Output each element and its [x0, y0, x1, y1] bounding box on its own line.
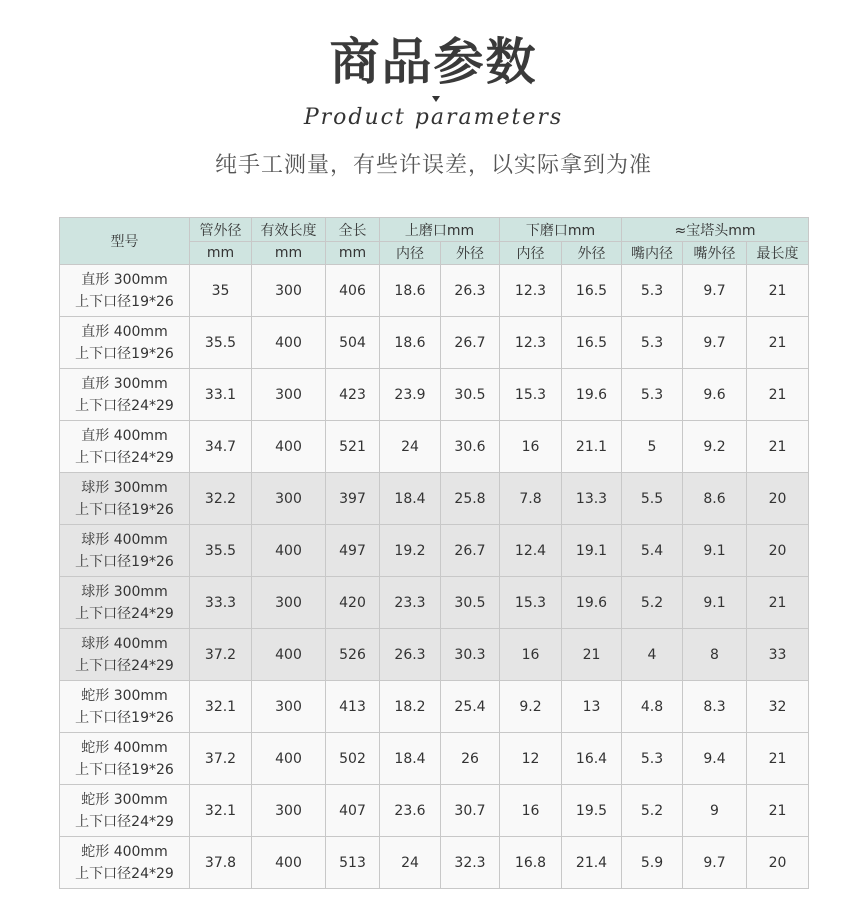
model-port-size: 上下口径19*26: [75, 553, 174, 570]
mouth-inner-cell: 5.3: [622, 369, 683, 421]
total-length-cell: 521: [326, 421, 380, 473]
header-tower-head: ≈宝塔头mm: [622, 218, 809, 242]
upper-outer-cell: 26.3: [441, 265, 500, 317]
table-row: [60, 837, 809, 889]
total-length-cell: 497: [326, 525, 380, 577]
model-cell: [60, 733, 190, 785]
lower-outer-cell: 19.1: [562, 525, 622, 577]
model-port-size: 上下口径24*29: [75, 397, 174, 414]
outer-diameter-cell: 37.2: [190, 733, 252, 785]
upper-outer-cell: 26.7: [441, 317, 500, 369]
model-name: 球形 300mm: [81, 583, 168, 600]
upper-inner-cell: 18.4: [380, 733, 441, 785]
model-cell: [60, 785, 190, 837]
lower-inner-cell: 16: [500, 421, 562, 473]
mouth-outer-cell: 8: [683, 629, 747, 681]
mouth-inner-cell: 5.2: [622, 577, 683, 629]
mouth-outer-cell: 9.7: [683, 265, 747, 317]
total-length-cell: 526: [326, 629, 380, 681]
model-port-size: 上下口径19*26: [75, 709, 174, 726]
model-cell: [60, 473, 190, 525]
upper-inner-cell: 19.2: [380, 525, 441, 577]
lower-outer-cell: 19.6: [562, 369, 622, 421]
mouth-outer-cell: 9: [683, 785, 747, 837]
lower-outer-cell: 21.4: [562, 837, 622, 889]
page-subtitle: Product parameters: [303, 105, 564, 130]
model-cell: [60, 369, 190, 421]
lower-inner-cell: 16: [500, 629, 562, 681]
lower-outer-cell: 16.5: [562, 265, 622, 317]
header-model: 型号: [60, 218, 190, 265]
lower-outer-cell: 16.5: [562, 317, 622, 369]
model-port-size: 上下口径24*29: [75, 605, 174, 622]
upper-outer-cell: 30.3: [441, 629, 500, 681]
header-mouth-outer: 嘴外径: [683, 242, 747, 265]
model-port-size: 上下口径19*26: [75, 501, 174, 518]
table-row: [60, 369, 809, 421]
lower-inner-cell: 12: [500, 733, 562, 785]
header-lower-port: 下磨口mm: [500, 218, 622, 242]
lower-inner-cell: 7.8: [500, 473, 562, 525]
effective-length-cell: 300: [252, 785, 326, 837]
outer-diameter-cell: 33.1: [190, 369, 252, 421]
table-body: [60, 265, 809, 889]
table-row: [60, 265, 809, 317]
outer-diameter-cell: 35.5: [190, 317, 252, 369]
model-name: 球形 400mm: [81, 531, 168, 548]
upper-outer-cell: 26: [441, 733, 500, 785]
max-length-cell: 21: [747, 421, 809, 473]
total-length-cell: 413: [326, 681, 380, 733]
upper-outer-cell: 26.7: [441, 525, 500, 577]
lower-outer-cell: 19.5: [562, 785, 622, 837]
mouth-inner-cell: 5.5: [622, 473, 683, 525]
mouth-outer-cell: 8.6: [683, 473, 747, 525]
lower-outer-cell: 13: [562, 681, 622, 733]
upper-outer-cell: 30.5: [441, 577, 500, 629]
mouth-inner-cell: 5.3: [622, 265, 683, 317]
model-name: 蛇形 300mm: [81, 687, 168, 704]
effective-length-cell: 400: [252, 317, 326, 369]
mouth-outer-cell: 9.7: [683, 837, 747, 889]
model-cell: [60, 681, 190, 733]
model-port-size: 上下口径19*26: [75, 293, 174, 310]
outer-diameter-cell: 32.1: [190, 681, 252, 733]
header-outer-diameter-unit: mm: [190, 242, 252, 265]
header-max-length: 最长度: [747, 242, 809, 265]
upper-outer-cell: 30.5: [441, 369, 500, 421]
table-row: [60, 473, 809, 525]
model-name: 直形 400mm: [81, 427, 168, 444]
lower-inner-cell: 12.3: [500, 317, 562, 369]
lower-inner-cell: 16: [500, 785, 562, 837]
table-row: [60, 629, 809, 681]
upper-inner-cell: 23.9: [380, 369, 441, 421]
header-effective-length: 有效长度: [252, 218, 326, 242]
mouth-inner-cell: 4.8: [622, 681, 683, 733]
upper-inner-cell: 24: [380, 837, 441, 889]
upper-outer-cell: 30.7: [441, 785, 500, 837]
upper-inner-cell: 23.3: [380, 577, 441, 629]
lower-outer-cell: 19.6: [562, 577, 622, 629]
header-upper-inner: 内径: [380, 242, 441, 265]
total-length-cell: 502: [326, 733, 380, 785]
lower-inner-cell: 12.3: [500, 265, 562, 317]
lower-inner-cell: 16.8: [500, 837, 562, 889]
model-cell: [60, 421, 190, 473]
lower-inner-cell: 9.2: [500, 681, 562, 733]
table-row: [60, 525, 809, 577]
model-name: 直形 300mm: [81, 271, 168, 288]
model-name: 蛇形 400mm: [81, 843, 168, 860]
max-length-cell: 21: [747, 577, 809, 629]
lower-outer-cell: 13.3: [562, 473, 622, 525]
mouth-outer-cell: 9.2: [683, 421, 747, 473]
header-total-length-unit: mm: [326, 242, 380, 265]
max-length-cell: 21: [747, 733, 809, 785]
upper-inner-cell: 18.4: [380, 473, 441, 525]
mouth-inner-cell: 5.3: [622, 733, 683, 785]
lower-outer-cell: 21: [562, 629, 622, 681]
outer-diameter-cell: 35: [190, 265, 252, 317]
header-outer-diameter: 管外径: [190, 218, 252, 242]
upper-inner-cell: 18.6: [380, 265, 441, 317]
model-port-size: 上下口径24*29: [75, 813, 174, 830]
max-length-cell: 20: [747, 473, 809, 525]
model-name: 直形 300mm: [81, 375, 168, 392]
lower-inner-cell: 12.4: [500, 525, 562, 577]
total-length-cell: 423: [326, 369, 380, 421]
page-title: 商品参数: [329, 33, 538, 91]
effective-length-cell: 300: [252, 681, 326, 733]
max-length-cell: 20: [747, 525, 809, 577]
upper-outer-cell: 25.4: [441, 681, 500, 733]
max-length-cell: 21: [747, 785, 809, 837]
header-upper-outer: 外径: [441, 242, 500, 265]
table-row: [60, 577, 809, 629]
mouth-inner-cell: 5.2: [622, 785, 683, 837]
model-cell: [60, 577, 190, 629]
table-row: [60, 733, 809, 785]
header-row-top: [60, 218, 809, 242]
upper-inner-cell: 18.2: [380, 681, 441, 733]
outer-diameter-cell: 35.5: [190, 525, 252, 577]
upper-inner-cell: 24: [380, 421, 441, 473]
lower-inner-cell: 15.3: [500, 577, 562, 629]
model-name: 直形 400mm: [81, 323, 168, 340]
lower-outer-cell: 21.1: [562, 421, 622, 473]
upper-inner-cell: 26.3: [380, 629, 441, 681]
table-row: [60, 785, 809, 837]
upper-inner-cell: 23.6: [380, 785, 441, 837]
upper-inner-cell: 18.6: [380, 317, 441, 369]
header-total-length: 全长: [326, 218, 380, 242]
table-row: [60, 421, 809, 473]
lower-inner-cell: 15.3: [500, 369, 562, 421]
lower-outer-cell: 16.4: [562, 733, 622, 785]
header-effective-length-unit: mm: [252, 242, 326, 265]
mouth-inner-cell: 5.4: [622, 525, 683, 577]
header-lower-outer: 外径: [562, 242, 622, 265]
header-lower-inner: 内径: [500, 242, 562, 265]
effective-length-cell: 300: [252, 265, 326, 317]
outer-diameter-cell: 32.1: [190, 785, 252, 837]
title-marker: [432, 96, 440, 102]
effective-length-cell: 400: [252, 733, 326, 785]
table-row: [60, 317, 809, 369]
mouth-outer-cell: 9.7: [683, 317, 747, 369]
outer-diameter-cell: 37.8: [190, 837, 252, 889]
model-cell: [60, 265, 190, 317]
upper-outer-cell: 25.8: [441, 473, 500, 525]
model-name: 球形 300mm: [81, 479, 168, 496]
effective-length-cell: 400: [252, 629, 326, 681]
outer-diameter-cell: 37.2: [190, 629, 252, 681]
max-length-cell: 33: [747, 629, 809, 681]
mouth-outer-cell: 9.4: [683, 733, 747, 785]
max-length-cell: 21: [747, 369, 809, 421]
header-mouth-inner: 嘴内径: [622, 242, 683, 265]
model-name: 蛇形 300mm: [81, 791, 168, 808]
max-length-cell: 21: [747, 317, 809, 369]
total-length-cell: 504: [326, 317, 380, 369]
mouth-inner-cell: 5: [622, 421, 683, 473]
model-port-size: 上下口径19*26: [75, 761, 174, 778]
model-cell: [60, 317, 190, 369]
model-cell: [60, 837, 190, 889]
outer-diameter-cell: 33.3: [190, 577, 252, 629]
model-name: 球形 400mm: [81, 635, 168, 652]
max-length-cell: 32: [747, 681, 809, 733]
model-port-size: 上下口径24*29: [75, 865, 174, 882]
upper-outer-cell: 32.3: [441, 837, 500, 889]
max-length-cell: 20: [747, 837, 809, 889]
parameters-table: [59, 217, 809, 889]
mouth-inner-cell: 5.9: [622, 837, 683, 889]
effective-length-cell: 400: [252, 837, 326, 889]
header-upper-port: 上磨口mm: [380, 218, 500, 242]
effective-length-cell: 400: [252, 421, 326, 473]
upper-outer-cell: 30.6: [441, 421, 500, 473]
total-length-cell: 397: [326, 473, 380, 525]
max-length-cell: 21: [747, 265, 809, 317]
mouth-outer-cell: 9.1: [683, 577, 747, 629]
mouth-outer-cell: 9.1: [683, 525, 747, 577]
mouth-inner-cell: 4: [622, 629, 683, 681]
model-cell: [60, 629, 190, 681]
measurement-note: 纯手工测量，有些许误差，以实际拿到为准: [214, 153, 652, 178]
effective-length-cell: 300: [252, 473, 326, 525]
model-port-size: 上下口径19*26: [75, 345, 174, 362]
effective-length-cell: 300: [252, 577, 326, 629]
total-length-cell: 513: [326, 837, 380, 889]
model-cell: [60, 525, 190, 577]
table-row: [60, 681, 809, 733]
effective-length-cell: 400: [252, 525, 326, 577]
outer-diameter-cell: 32.2: [190, 473, 252, 525]
total-length-cell: 420: [326, 577, 380, 629]
mouth-outer-cell: 9.6: [683, 369, 747, 421]
effective-length-cell: 300: [252, 369, 326, 421]
total-length-cell: 407: [326, 785, 380, 837]
mouth-inner-cell: 5.3: [622, 317, 683, 369]
outer-diameter-cell: 34.7: [190, 421, 252, 473]
model-port-size: 上下口径24*29: [75, 657, 174, 674]
model-name: 蛇形 400mm: [81, 739, 168, 756]
total-length-cell: 406: [326, 265, 380, 317]
model-port-size: 上下口径24*29: [75, 449, 174, 466]
mouth-outer-cell: 8.3: [683, 681, 747, 733]
